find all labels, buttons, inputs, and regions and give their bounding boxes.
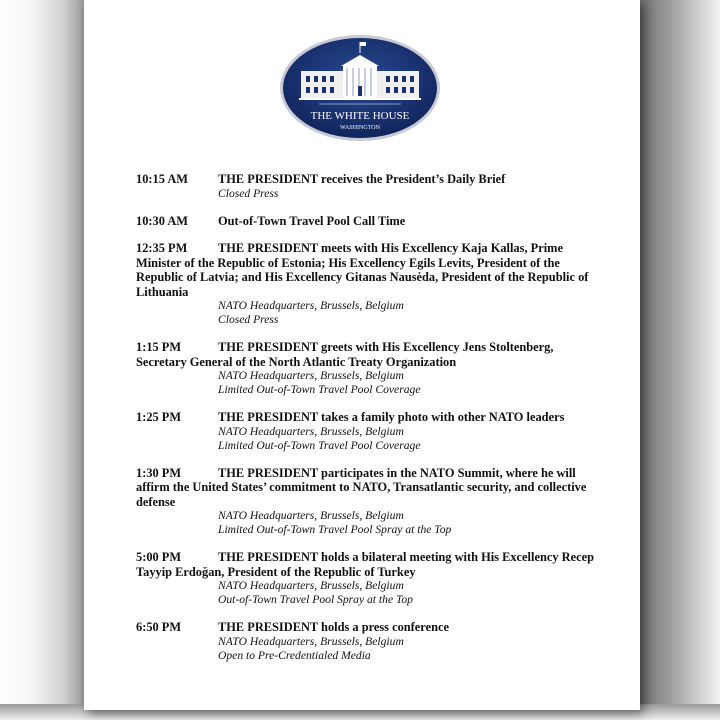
schedule-entry (136, 172, 606, 201)
entry-time: 12:35 PM (136, 241, 188, 255)
schedule-entry (136, 550, 606, 607)
entry-time: 1:25 PM (136, 410, 182, 424)
entry-time: 10:30 AM (136, 213, 188, 228)
entry-headline (136, 466, 606, 510)
entry-time: 6:50 PM (136, 620, 182, 634)
entry-event: THE PRESIDENT meets with His Excellency Kaja Kallas, Prime Minister of the Republic of Estonia; His Excellency Egils Levits, President of the Republic of Latvia; and His Excellency Gitanas Nausėda, President of the Republic of Lithuania (136, 241, 589, 299)
seal-subtitle: WASHINGTON (340, 125, 380, 131)
schedule-entry (136, 340, 606, 397)
schedule-entry (136, 214, 606, 229)
entry-headline (136, 550, 606, 579)
schedule-document (84, 0, 640, 710)
entry-coverage: Limited Out-of-Town Travel Pool Spray at the Top (218, 523, 452, 536)
entry-location: NATO Headquarters, Brussels, Belgium (218, 369, 404, 382)
entry-location: NATO Headquarters, Brussels, Belgium (218, 424, 404, 438)
entry-coverage: Open to Pre-Credentialed Media (218, 648, 371, 662)
entry-event: THE PRESIDENT holds a press conference (218, 620, 449, 634)
schedule-entry (136, 241, 606, 327)
entry-coverage: Limited Out-of-Town Travel Pool Coverage (218, 438, 421, 452)
entry-time: 1:30 PM (136, 465, 182, 480)
entry-event: THE PRESIDENT takes a family photo with other NATO leaders (218, 410, 565, 424)
entry-event: THE PRESIDENT participates in the NATO Summit, where he will affirm the United States’ commitment to NATO, Transatlantic security, and collective defense (136, 465, 587, 509)
photo-background-right (640, 0, 720, 720)
entry-headline (136, 241, 606, 299)
entry-headline (136, 620, 606, 635)
entry-headline (136, 340, 606, 369)
entry-event: Out-of-Town Travel Pool Call Time (218, 213, 406, 228)
entry-location: NATO Headquarters, Brussels, Belgium (218, 509, 404, 522)
entry-event: THE PRESIDENT receives the President’s Daily Brief (218, 172, 506, 186)
entry-location: NATO Headquarters, Brussels, Belgium (218, 634, 404, 648)
entry-event: THE PRESIDENT greets with His Excellency Jens Stoltenberg, Secretary General of the North Atlantic Treaty Organization (136, 340, 554, 369)
schedule-entry (136, 620, 606, 663)
entry-headline (136, 172, 606, 187)
schedule-entry (136, 466, 606, 538)
entry-coverage: Closed Press (218, 186, 279, 200)
schedule-entry (136, 410, 606, 453)
photo-background-left (0, 0, 84, 720)
entry-location: NATO Headquarters, Brussels, Belgium (218, 299, 404, 312)
white-house-seal-logo (279, 33, 441, 143)
entry-coverage: Out-of-Town Travel Pool Spray at the Top (218, 593, 413, 606)
entry-time: 10:15 AM (136, 172, 188, 186)
entry-coverage: Limited Out-of-Town Travel Pool Coverage (218, 383, 421, 396)
seal-title: THE WHITE HOUSE (310, 110, 410, 122)
entry-event: THE PRESIDENT holds a bilateral meeting with His Excellency Recep Tayyip Erdoğan, President of the Republic of Turkey (136, 550, 594, 579)
entry-headline (136, 410, 606, 425)
entry-location: NATO Headquarters, Brussels, Belgium (218, 579, 404, 592)
entry-headline (136, 214, 606, 229)
entry-coverage: Closed Press (218, 313, 279, 326)
entry-time: 5:00 PM (136, 550, 182, 564)
entry-time: 1:15 PM (136, 340, 182, 354)
schedule-list (136, 172, 606, 676)
